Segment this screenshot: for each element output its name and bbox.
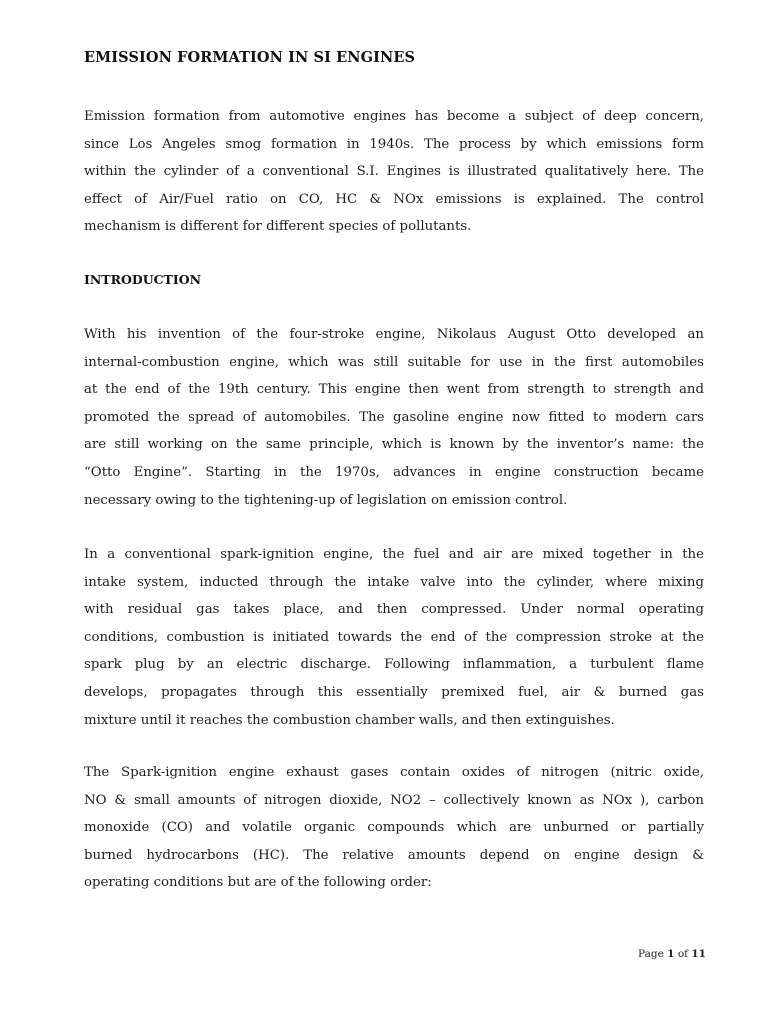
intro-line: are still working on the same principle, which is known by the inventor’s name: the (84, 437, 704, 453)
exhaust-line: burned hydrocarbons (HC). The relative amounts depend on engine design & (84, 847, 704, 863)
page-number-footer (638, 948, 706, 960)
abstract-line: mechanism is different for different species of pollutants. (84, 219, 472, 235)
exhaust-line: NO & small amounts of nitrogen dioxide, NO2 – collectively known as NOx ), carbon (84, 792, 704, 808)
abstract-line: within the cylinder of a conventional S.I. Engines is illustrated qualitatively here. The (84, 164, 704, 180)
page-prefix: Page (638, 948, 668, 960)
spark-line: In a conventional spark-ignition engine, the fuel and air are mixed together in the (84, 547, 704, 562)
intro-line: at the end of the 19th century. This engine then went from strength to strength and (84, 382, 704, 398)
intro-line: necessary owing to the tightening-up of legislation on emission control. (84, 492, 568, 508)
abstract-paragraph (84, 103, 704, 241)
abstract-line: since Los Angeles smog formation in 1940s. The process by which emissions form (84, 136, 704, 152)
document-title: EMISSION FORMATION IN SI ENGINES (84, 49, 416, 66)
intro-line: “Otto Engine”. Starting in the 1970s, advances in engine construction became (84, 464, 704, 480)
total-page-count: 11 (691, 948, 706, 960)
intro-line: internal-combustion engine, which was still suitable for use in the first automobiles (84, 354, 704, 370)
spark-line: spark plug by an electric discharge. Following inflammation, a turbulent flame (84, 657, 704, 673)
section-heading-introduction: INTRODUCTION (84, 272, 202, 287)
exhaust-gases-paragraph (84, 759, 704, 897)
spark-line: develops, propagates through this essentially premixed fuel, air & burned gas (84, 684, 704, 700)
spark-ignition-paragraph (84, 541, 704, 734)
spark-line: with residual gas takes place, and then compressed. Under normal operating (84, 602, 704, 618)
exhaust-line: operating conditions but are of the following order: (84, 875, 432, 891)
page-of-label: of (674, 948, 692, 960)
spark-line: conditions, combustion is initiated towards the end of the compression stroke at the (84, 629, 704, 645)
intro-paragraph (84, 321, 704, 514)
abstract-line: effect of Air/Fuel ratio on CO, HC & NOx emissions is explained. The control (84, 191, 704, 207)
spark-line: intake system, inducted through the intake valve into the cylinder, where mixing (84, 574, 704, 590)
abstract-line: Emission formation from automotive engines has become a subject of deep concern, (84, 109, 704, 124)
exhaust-line: The Spark-ignition engine exhaust gases contain oxides of nitrogen (nitric oxide, (84, 765, 704, 780)
intro-line: With his invention of the four-stroke engine, Nikolaus August Otto developed an (84, 327, 704, 342)
intro-line: promoted the spread of automobiles. The gasoline engine now fitted to modern cars (84, 409, 704, 425)
spark-line: mixture until it reaches the combustion chamber walls, and then extinguishes. (84, 712, 615, 728)
current-page-number: 1 (667, 948, 675, 960)
exhaust-line: monoxide (CO) and volatile organic compounds which are unburned or partially (84, 820, 704, 836)
